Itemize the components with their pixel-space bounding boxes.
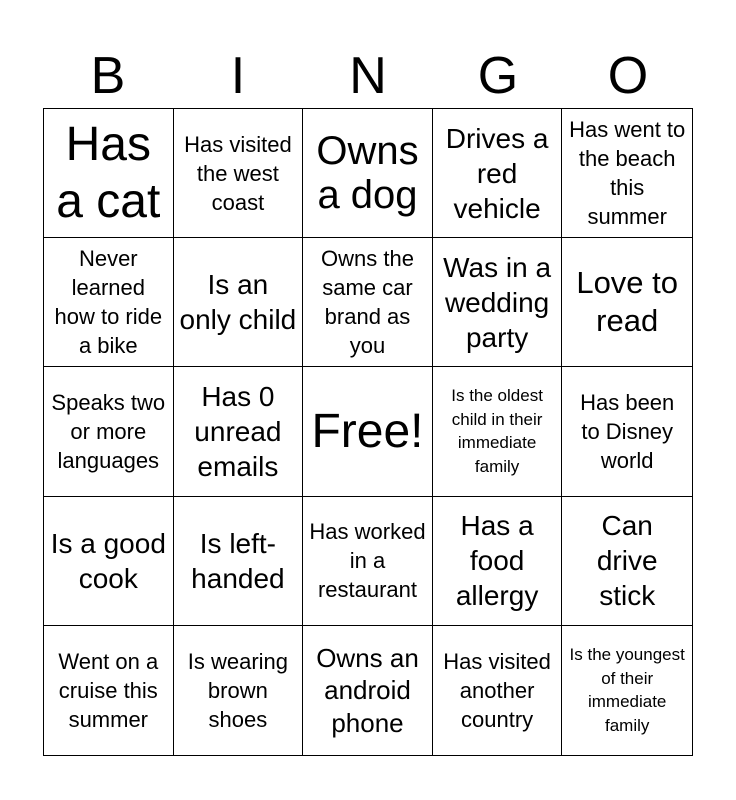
cell-text: Is the youngest of their immediate family [569, 644, 685, 736]
bingo-cell[interactable] [44, 109, 174, 238]
cell-text: Was in a wedding party [443, 251, 552, 353]
cell-text: Has 0 unread emails [194, 380, 282, 482]
header-letter-b: B [90, 47, 126, 105]
bingo-cell[interactable] [303, 626, 433, 755]
bingo-cell[interactable] [562, 626, 692, 755]
bingo-board [43, 108, 693, 756]
bingo-cell[interactable] [433, 109, 563, 238]
cell-text: Has visited another country [443, 648, 551, 732]
cell-text: Is the oldest child in their immediate family [451, 385, 543, 477]
cell-text: Has worked in a restaurant [309, 519, 426, 603]
header-letter-g: G [477, 47, 519, 105]
bingo-cell[interactable] [433, 238, 563, 367]
bingo-cell[interactable] [433, 626, 563, 755]
cell-text: Is wearing brown shoes [187, 648, 289, 732]
cell-text: Drives a red vehicle [445, 122, 549, 224]
cell-text: Has a food allergy [455, 510, 539, 612]
free-space-text: Free! [311, 404, 424, 458]
cell-text: Is an only child [179, 269, 297, 336]
cell-text: Can drive stick [596, 510, 658, 612]
bingo-cell[interactable] [562, 238, 692, 367]
bingo-cell[interactable] [303, 238, 433, 367]
bingo-cell[interactable] [44, 238, 174, 367]
header-letter-o: O [607, 47, 649, 105]
cell-text: Went on a cruise this summer [58, 648, 159, 732]
cell-text: Has been to Disney world [580, 389, 675, 473]
cell-text: Owns a dog [316, 129, 419, 218]
bingo-cell[interactable] [44, 626, 174, 755]
bingo-cell[interactable] [303, 109, 433, 238]
bingo-cell[interactable] [174, 626, 304, 755]
bingo-cell[interactable] [44, 497, 174, 626]
cell-text: Speaks two or more languages [51, 389, 166, 473]
bingo-cell[interactable] [562, 497, 692, 626]
bingo-cell[interactable] [174, 238, 304, 367]
free-space-cell[interactable] [303, 367, 433, 496]
cell-text: Has visited the west coast [184, 131, 292, 215]
bingo-cell[interactable] [303, 497, 433, 626]
bingo-cell[interactable] [433, 367, 563, 496]
bingo-cell[interactable] [44, 367, 174, 496]
header-letter-i: I [230, 47, 246, 105]
cell-text: Never learned how to ride a bike [54, 246, 163, 359]
bingo-cell[interactable] [562, 367, 692, 496]
bingo-header [43, 44, 693, 108]
bingo-cell[interactable] [174, 367, 304, 496]
bingo-cell[interactable] [433, 497, 563, 626]
cell-text: Owns the same car brand as you [321, 246, 414, 359]
cell-text: Has went to the beach this summer [569, 117, 686, 230]
header-letter-n: N [349, 47, 387, 105]
cell-text: Is a good cook [50, 527, 166, 594]
cell-text: Is left-handed [191, 527, 285, 594]
bingo-cell[interactable] [174, 497, 304, 626]
cell-text: Owns an android phone [316, 642, 419, 738]
bingo-cell[interactable] [174, 109, 304, 238]
bingo-cell[interactable] [562, 109, 692, 238]
cell-text: Has a cat [56, 117, 161, 229]
cell-text: Love to read [576, 264, 679, 339]
